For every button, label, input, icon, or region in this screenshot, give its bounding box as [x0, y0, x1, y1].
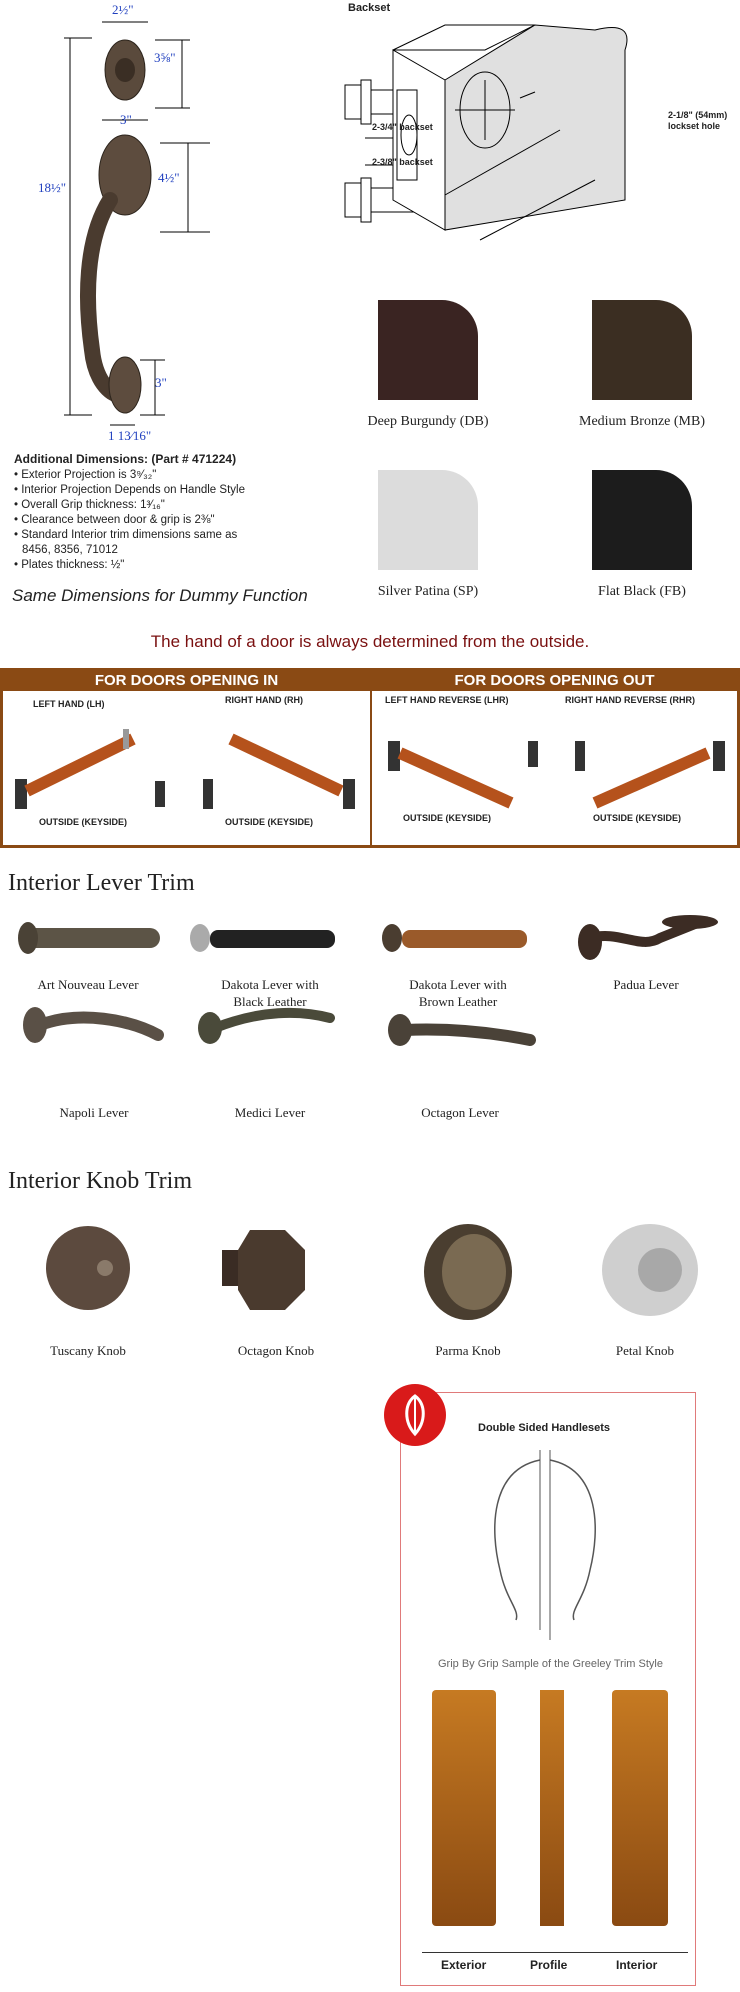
dim-overall-height: 18½" — [38, 180, 67, 195]
label-lhr: LEFT HAND REVERSE (LHR) — [385, 695, 509, 705]
finish-swatch-db — [378, 300, 478, 400]
lever-caption — [8, 976, 168, 993]
finish-label-db: Deep Burgundy (DB) — [367, 414, 489, 429]
outside-label-lhr: OUTSIDE (KEYSIDE) — [403, 813, 492, 823]
dim-item: • Standard Interior trim dimensions same as — [14, 529, 238, 541]
tuscany-knob-image — [46, 1226, 130, 1310]
lever-caption — [378, 976, 538, 1010]
lever-caption — [566, 976, 726, 993]
additional-dimensions-list — [14, 468, 334, 573]
dim-item: • Plates thickness: ½" — [14, 559, 125, 571]
additional-dimensions-heading: Additional Dimensions: (Part # 471224) — [14, 452, 237, 466]
dim-plate-width: 3" — [120, 112, 132, 127]
dim-grip-depth: 1 13⁄16" — [108, 428, 152, 443]
greeley-interior-image — [612, 1690, 668, 1926]
greeley-profile-image — [540, 1690, 564, 1926]
finish-label-mb: Medium Bronze (MB) — [579, 414, 705, 429]
lever-name: Padua Lever — [613, 977, 679, 992]
octagon-knob-image — [222, 1230, 305, 1310]
parma-knob-image — [424, 1224, 512, 1320]
label-lh: LEFT HAND (LH) — [33, 699, 105, 709]
finish-swatch-mb — [592, 300, 692, 400]
view-label-profile: Profile — [530, 1958, 568, 1972]
dakota-brown-lever-image — [382, 924, 527, 952]
lever-name: Art Nouveau Lever — [37, 977, 139, 992]
knob-images — [0, 1210, 740, 1330]
double-sided-title: Double Sided Handlesets — [478, 1422, 611, 1434]
dim-item: 8456, 8356, 71012 — [22, 544, 118, 556]
art-nouveau-lever-image — [18, 922, 160, 954]
medici-lever-image — [198, 1012, 330, 1044]
greeley-exterior-image — [432, 1690, 496, 1926]
knob-caption: Octagon Knob — [237, 1343, 315, 1358]
label-rhr: RIGHT HAND REVERSE (RHR) — [565, 695, 696, 705]
view-label-interior: Interior — [616, 1958, 658, 1972]
dim-escutcheon-height: 3⅝" — [154, 50, 176, 65]
dim-width-top: 2½" — [112, 2, 134, 17]
petal-knob-image — [602, 1224, 698, 1316]
handing-intro: The hand of a door is always determined from the outside. — [150, 632, 590, 651]
finish-swatch-sp — [378, 470, 478, 570]
lever-name-line2: Black Leather — [233, 994, 307, 1009]
double-sided-subtitle: Grip By Grip Sample of the Greeley Trim Style — [438, 1658, 663, 1670]
opening-in-header: FOR DOORS OPENING IN — [3, 671, 370, 691]
finish-swatch-fb — [592, 470, 692, 570]
outside-label-rh: OUTSIDE (KEYSIDE) — [225, 817, 314, 827]
handing-diagram — [0, 668, 740, 848]
outside-label-rhr: OUTSIDE (KEYSIDE) — [593, 813, 682, 823]
lever-caption — [14, 1104, 174, 1121]
backset-label-2-3-8: 2-3/8" backset — [372, 157, 433, 167]
backset-diagram — [335, 20, 735, 260]
lever-name: Dakota Lever with — [409, 977, 507, 992]
knob-section-title: Interior Knob Trim — [8, 1168, 193, 1194]
padua-lever-image — [578, 915, 718, 960]
backset-title: Backset — [348, 2, 391, 14]
dim-item: • Clearance between door & grip is 2⅜" — [14, 514, 215, 526]
dim-item: • Overall Grip thickness: 1³⁄₁₆" — [14, 499, 165, 511]
dummy-function-note: Same Dimensions for Dummy Function — [12, 586, 308, 605]
lever-caption — [190, 1104, 350, 1121]
double-sided-drawing — [470, 1450, 630, 1640]
view-label-exterior: Exterior — [441, 1958, 487, 1972]
finish-label-sp: Silver Patina (SP) — [377, 584, 479, 599]
dim-bottom-height: 3" — [155, 375, 167, 390]
dim-plate-height: 4½" — [158, 170, 180, 185]
backset-label-2-3-4: 2-3/4" backset — [372, 122, 433, 132]
handle-dimension-diagram — [30, 0, 210, 440]
lever-name: Dakota Lever with — [221, 977, 319, 992]
dim-item: • Exterior Projection is 3⁹⁄₃₂" — [14, 469, 157, 481]
lever-images — [0, 910, 740, 1090]
lever-name: Napoli Lever — [59, 1105, 129, 1120]
lever-name-line2: Brown Leather — [418, 994, 498, 1009]
knob-caption: Tuscany Knob — [50, 1343, 126, 1358]
lockset-hole-label: 2-1/8" (54mm) lockset hole — [668, 110, 728, 131]
label-rh: RIGHT HAND (RH) — [225, 695, 303, 705]
lever-name: Octagon Lever — [421, 1105, 499, 1120]
views-underline — [422, 1952, 688, 1953]
lever-name: Medici Lever — [234, 1105, 306, 1120]
napoli-lever-image — [23, 1007, 158, 1043]
finish-label-fb: Flat Black (FB) — [598, 584, 686, 599]
dakota-black-lever-image — [190, 924, 335, 952]
lever-caption — [380, 1104, 540, 1121]
knob-caption: Parma Knob — [435, 1343, 501, 1358]
opening-out-header: FOR DOORS OPENING OUT — [372, 671, 737, 691]
brand-logo — [384, 1384, 446, 1446]
outside-label-lh: OUTSIDE (KEYSIDE) — [39, 817, 128, 827]
lever-section-title: Interior Lever Trim — [8, 870, 195, 896]
octagon-lever-image — [388, 1014, 530, 1046]
lever-caption — [190, 976, 350, 1010]
knob-caption: Petal Knob — [615, 1343, 675, 1358]
dim-item: • Interior Projection Depends on Handle Style — [14, 484, 245, 496]
